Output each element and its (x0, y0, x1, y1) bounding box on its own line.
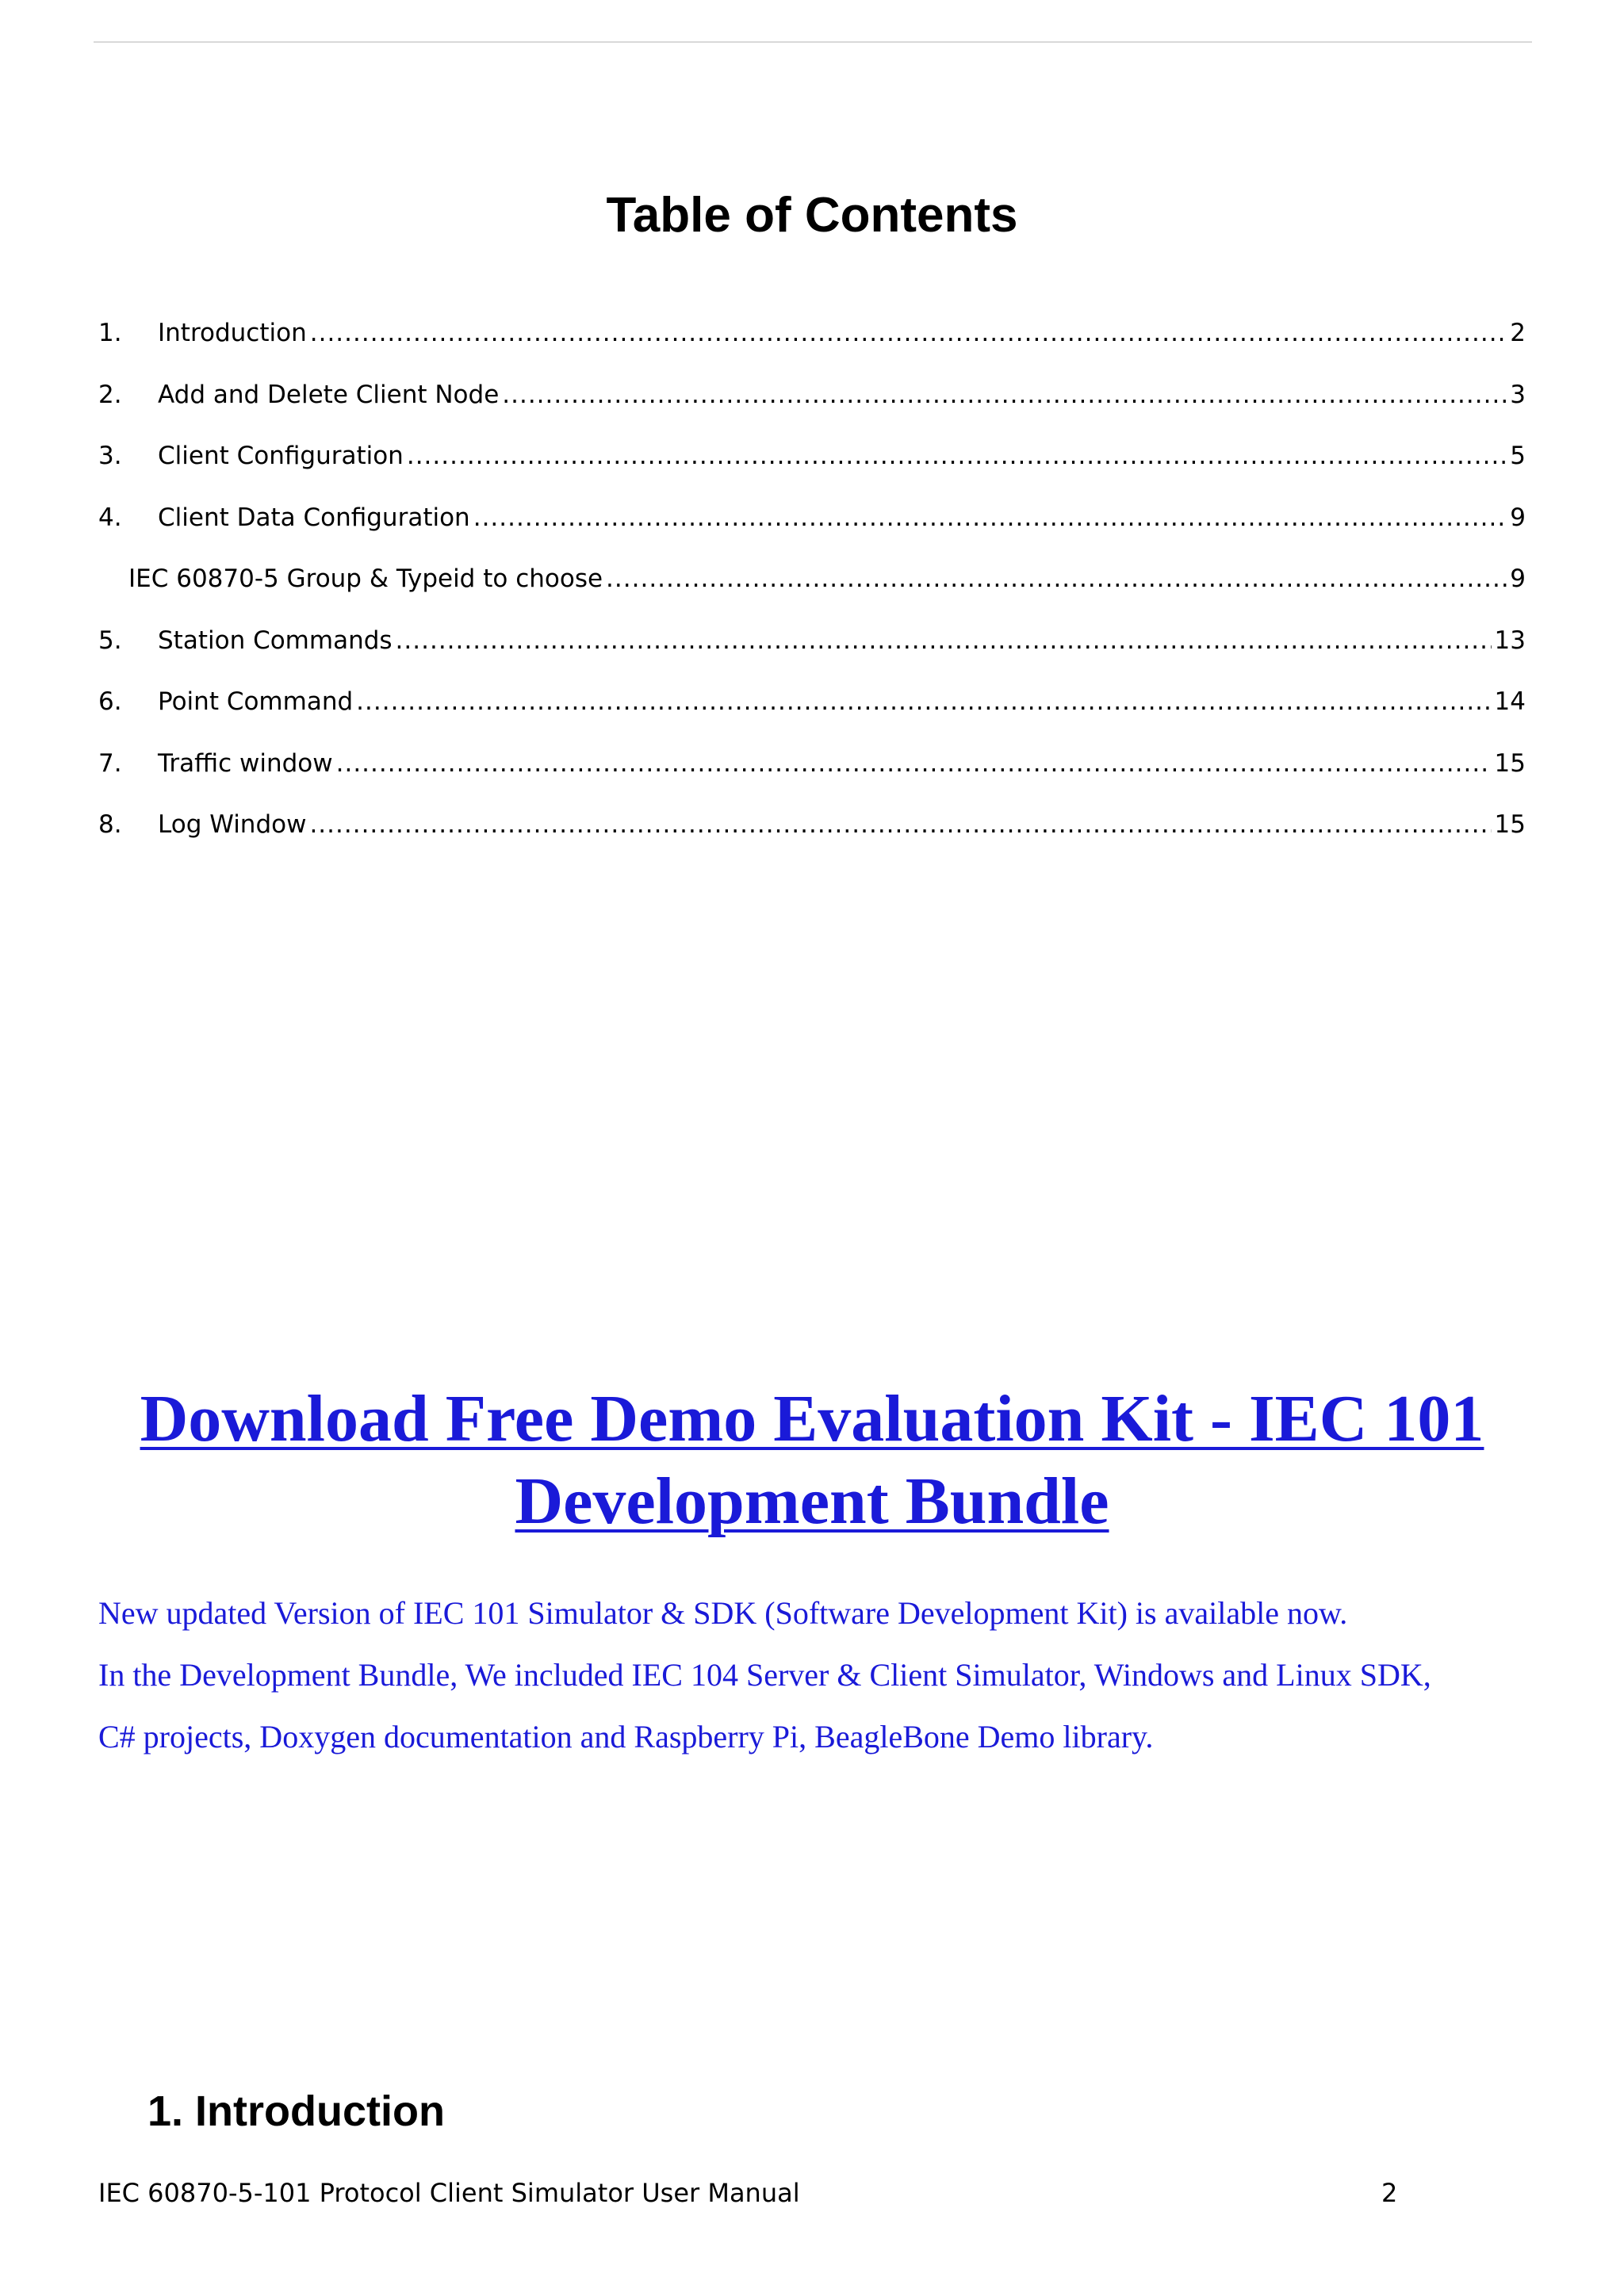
download-demo-link-line2[interactable]: Development Bundle (515, 1464, 1109, 1538)
toc-entry-label: Station Commands (158, 626, 393, 655)
toc-entry-station-commands[interactable] (98, 623, 1526, 685)
download-demo-link[interactable] (79, 1378, 1545, 1543)
toc-dot-leader (473, 500, 1507, 535)
toc-entry-introduction[interactable] (98, 316, 1526, 377)
toc-dot-leader (606, 561, 1507, 596)
toc-entry-page: 9 (1510, 503, 1526, 532)
toc-dot-leader (310, 316, 1507, 350)
toc-entry-label: Client Data Configuration (158, 503, 470, 532)
toc-entry-number: 7. (98, 748, 122, 778)
toc-entry-page: 9 (1510, 564, 1526, 593)
toc-entry-number: 2. (98, 380, 122, 409)
toc-entry-number: 1. (98, 319, 122, 347)
toc-entry-page: 14 (1494, 687, 1526, 716)
toc-entry-page: 2 (1510, 319, 1526, 347)
toc-dot-leader (309, 807, 1491, 842)
header-rule (94, 41, 1532, 43)
footer-page-number: 2 (1381, 2178, 1398, 2208)
toc-entry-client-configuration[interactable] (98, 438, 1526, 500)
section-heading-introduction: 1. Introduction (147, 2087, 445, 2135)
toc-entry-page: 15 (1494, 810, 1526, 839)
promo-line: In the Development Bundle, We included IEC 104 Server & Client Simulator, Windows and Linux SDK, (98, 1657, 1431, 1693)
toc-entry-number: 4. (98, 503, 122, 532)
toc-entry-group-typeid[interactable] (98, 561, 1526, 623)
toc-entry-point-command[interactable] (98, 684, 1526, 746)
toc-entry-label: Introduction (158, 319, 307, 347)
toc-entry-client-data-configuration[interactable] (98, 500, 1526, 562)
toc-entry-page: 13 (1494, 626, 1526, 655)
toc-entry-page: 5 (1510, 442, 1526, 470)
footer-document-title: IEC 60870-5-101 Protocol Client Simulator User Manual (98, 2178, 800, 2208)
toc-entry-add-delete-client-node[interactable] (98, 377, 1526, 439)
toc-entry-number: 8. (98, 810, 122, 839)
toc-dot-leader (407, 438, 1507, 473)
toc-entry-number: 6. (98, 687, 122, 716)
toc-dot-leader (502, 377, 1507, 412)
toc-entry-label: Log Window (158, 810, 307, 839)
promo-line: New updated Version of IEC 101 Simulator & SDK (Software Development Kit) is available now. (98, 1595, 1348, 1631)
toc-entry-log-window[interactable] (98, 807, 1526, 869)
table-of-contents (98, 316, 1526, 869)
toc-entry-label: Traffic window (158, 748, 333, 778)
download-demo-link-line1[interactable]: Download Free Demo Evaluation Kit - IEC 101 (140, 1382, 1484, 1456)
toc-entry-traffic-window[interactable] (98, 746, 1526, 808)
toc-entry-label: Point Command (158, 687, 354, 716)
toc-dot-leader (396, 623, 1492, 658)
toc-entry-number: 5. (98, 626, 122, 655)
toc-entry-label: Add and Delete Client Node (158, 380, 500, 409)
toc-dot-leader (336, 746, 1492, 781)
toc-entry-number: 3. (98, 442, 122, 470)
toc-entry-page: 3 (1510, 380, 1526, 409)
toc-entry-page: 15 (1494, 748, 1526, 778)
toc-dot-leader (356, 684, 1491, 719)
toc-title: Table of Contents (606, 188, 1018, 243)
promo-description (98, 1582, 1573, 1768)
toc-entry-label: Client Configuration (158, 442, 404, 470)
promo-line: C# projects, Doxygen documentation and Raspberry Pi, BeagleBone Demo library. (98, 1719, 1154, 1755)
toc-entry-label: IEC 60870-5 Group & Typeid to choose (128, 564, 603, 593)
